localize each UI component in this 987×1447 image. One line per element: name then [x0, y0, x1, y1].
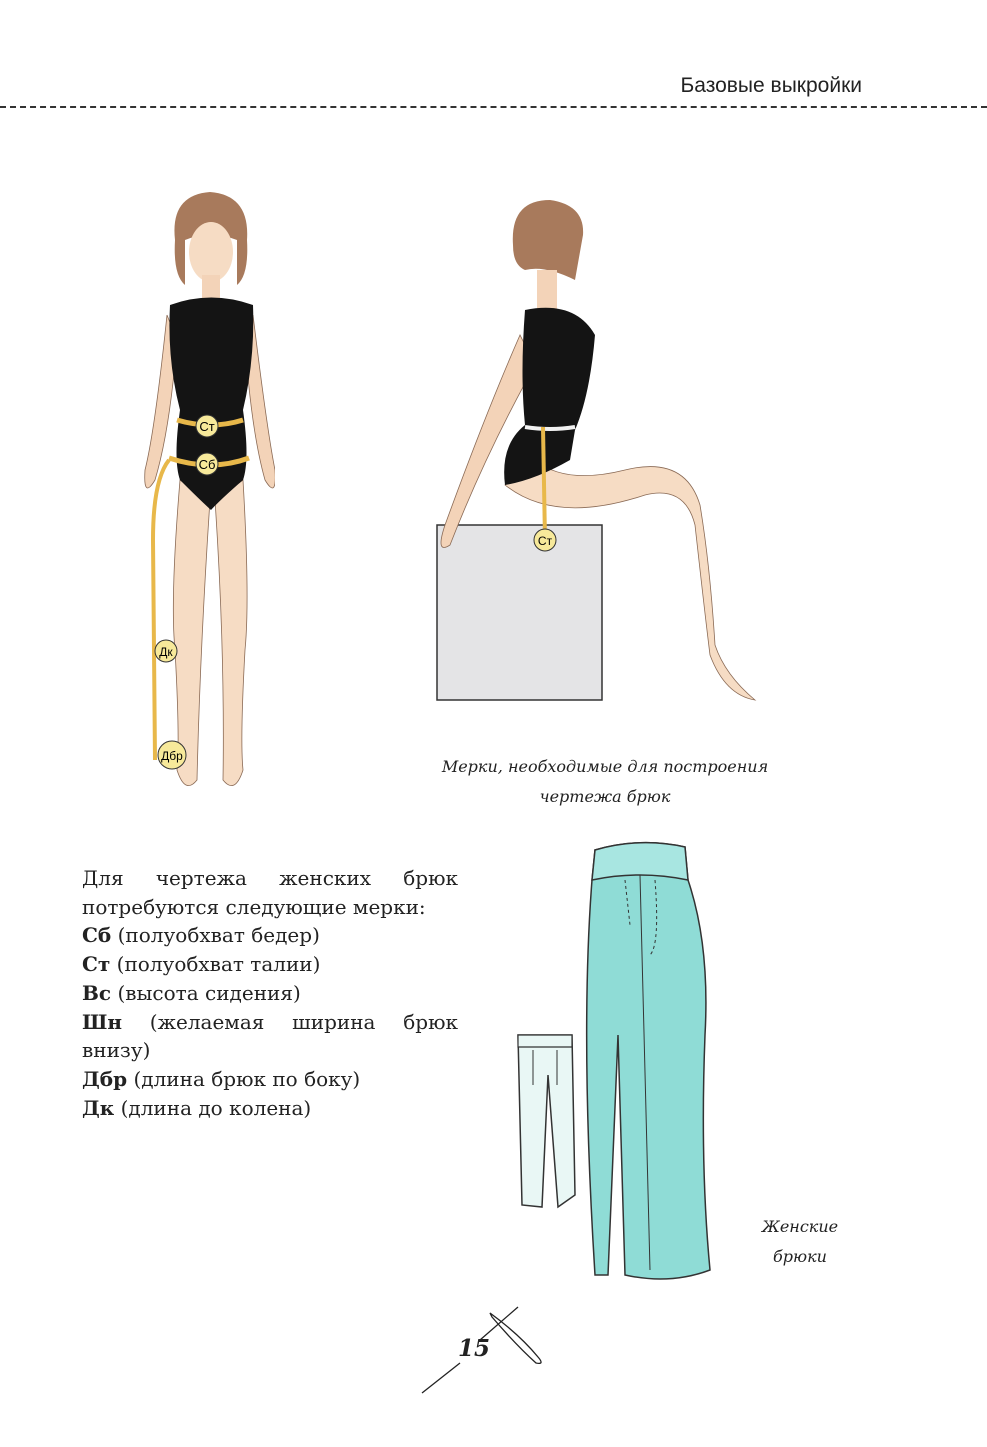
swimsuit: [169, 298, 253, 511]
measurements-caption-line1: Мерки, необходимые для построения: [441, 757, 769, 776]
waist-label: Ст: [199, 419, 215, 434]
page-number: 15: [458, 1335, 491, 1362]
measurement-code: Дк: [82, 1095, 115, 1120]
hip-label: Сб: [198, 457, 216, 472]
measurement-code: Дбр: [82, 1066, 128, 1091]
measurement-item: [82, 979, 458, 1008]
seat-label: Ст: [537, 534, 553, 548]
measurement-item: [82, 921, 458, 950]
knee-label: Дк: [159, 645, 173, 659]
trousers-illustration: [500, 835, 730, 1285]
measurement-item: [82, 1065, 458, 1094]
measurement-item: [82, 1094, 458, 1123]
seated-figure-illustration: [425, 195, 765, 715]
face: [189, 222, 233, 282]
measurement-code: Шн: [82, 1009, 122, 1034]
measurement-desc: (длина брюк по боку): [133, 1066, 361, 1091]
trousers-caption: [740, 1212, 860, 1272]
hair: [513, 200, 583, 280]
header-dashed-rule: [0, 106, 987, 108]
measurements-caption-line2: чертежа брюк: [539, 787, 671, 806]
measurement-desc: (длина до колена): [120, 1095, 312, 1120]
running-header-title: Базовые выкройки: [680, 74, 862, 97]
intro-paragraph: Для чертежа женских брюк потребуются следующие мерки:: [82, 866, 458, 919]
measurement-code: Ст: [82, 952, 111, 977]
measurement-code: Вс: [82, 980, 112, 1005]
measurement-list-text: [82, 864, 458, 1122]
measurement-desc: (полуобхват талии): [116, 952, 321, 977]
measurement-desc: (высота сидения): [117, 980, 301, 1005]
measurement-item: [82, 950, 458, 979]
trouser-length-label: Дбр: [161, 749, 183, 763]
stool: [437, 525, 602, 700]
trousers-caption-line2: брюки: [773, 1247, 827, 1266]
trousers-caption-line1: Женские: [761, 1217, 839, 1236]
measurements-caption: [425, 752, 785, 812]
measurement-desc: (полуобхват бедер): [117, 923, 320, 948]
measurement-desc: (желаемая ширина брюк внизу): [82, 1009, 458, 1063]
measurement-code: Сб: [82, 923, 112, 948]
small-trousers: [518, 1035, 575, 1207]
measurement-item: [82, 1008, 458, 1065]
standing-figure-illustration: [125, 180, 275, 800]
